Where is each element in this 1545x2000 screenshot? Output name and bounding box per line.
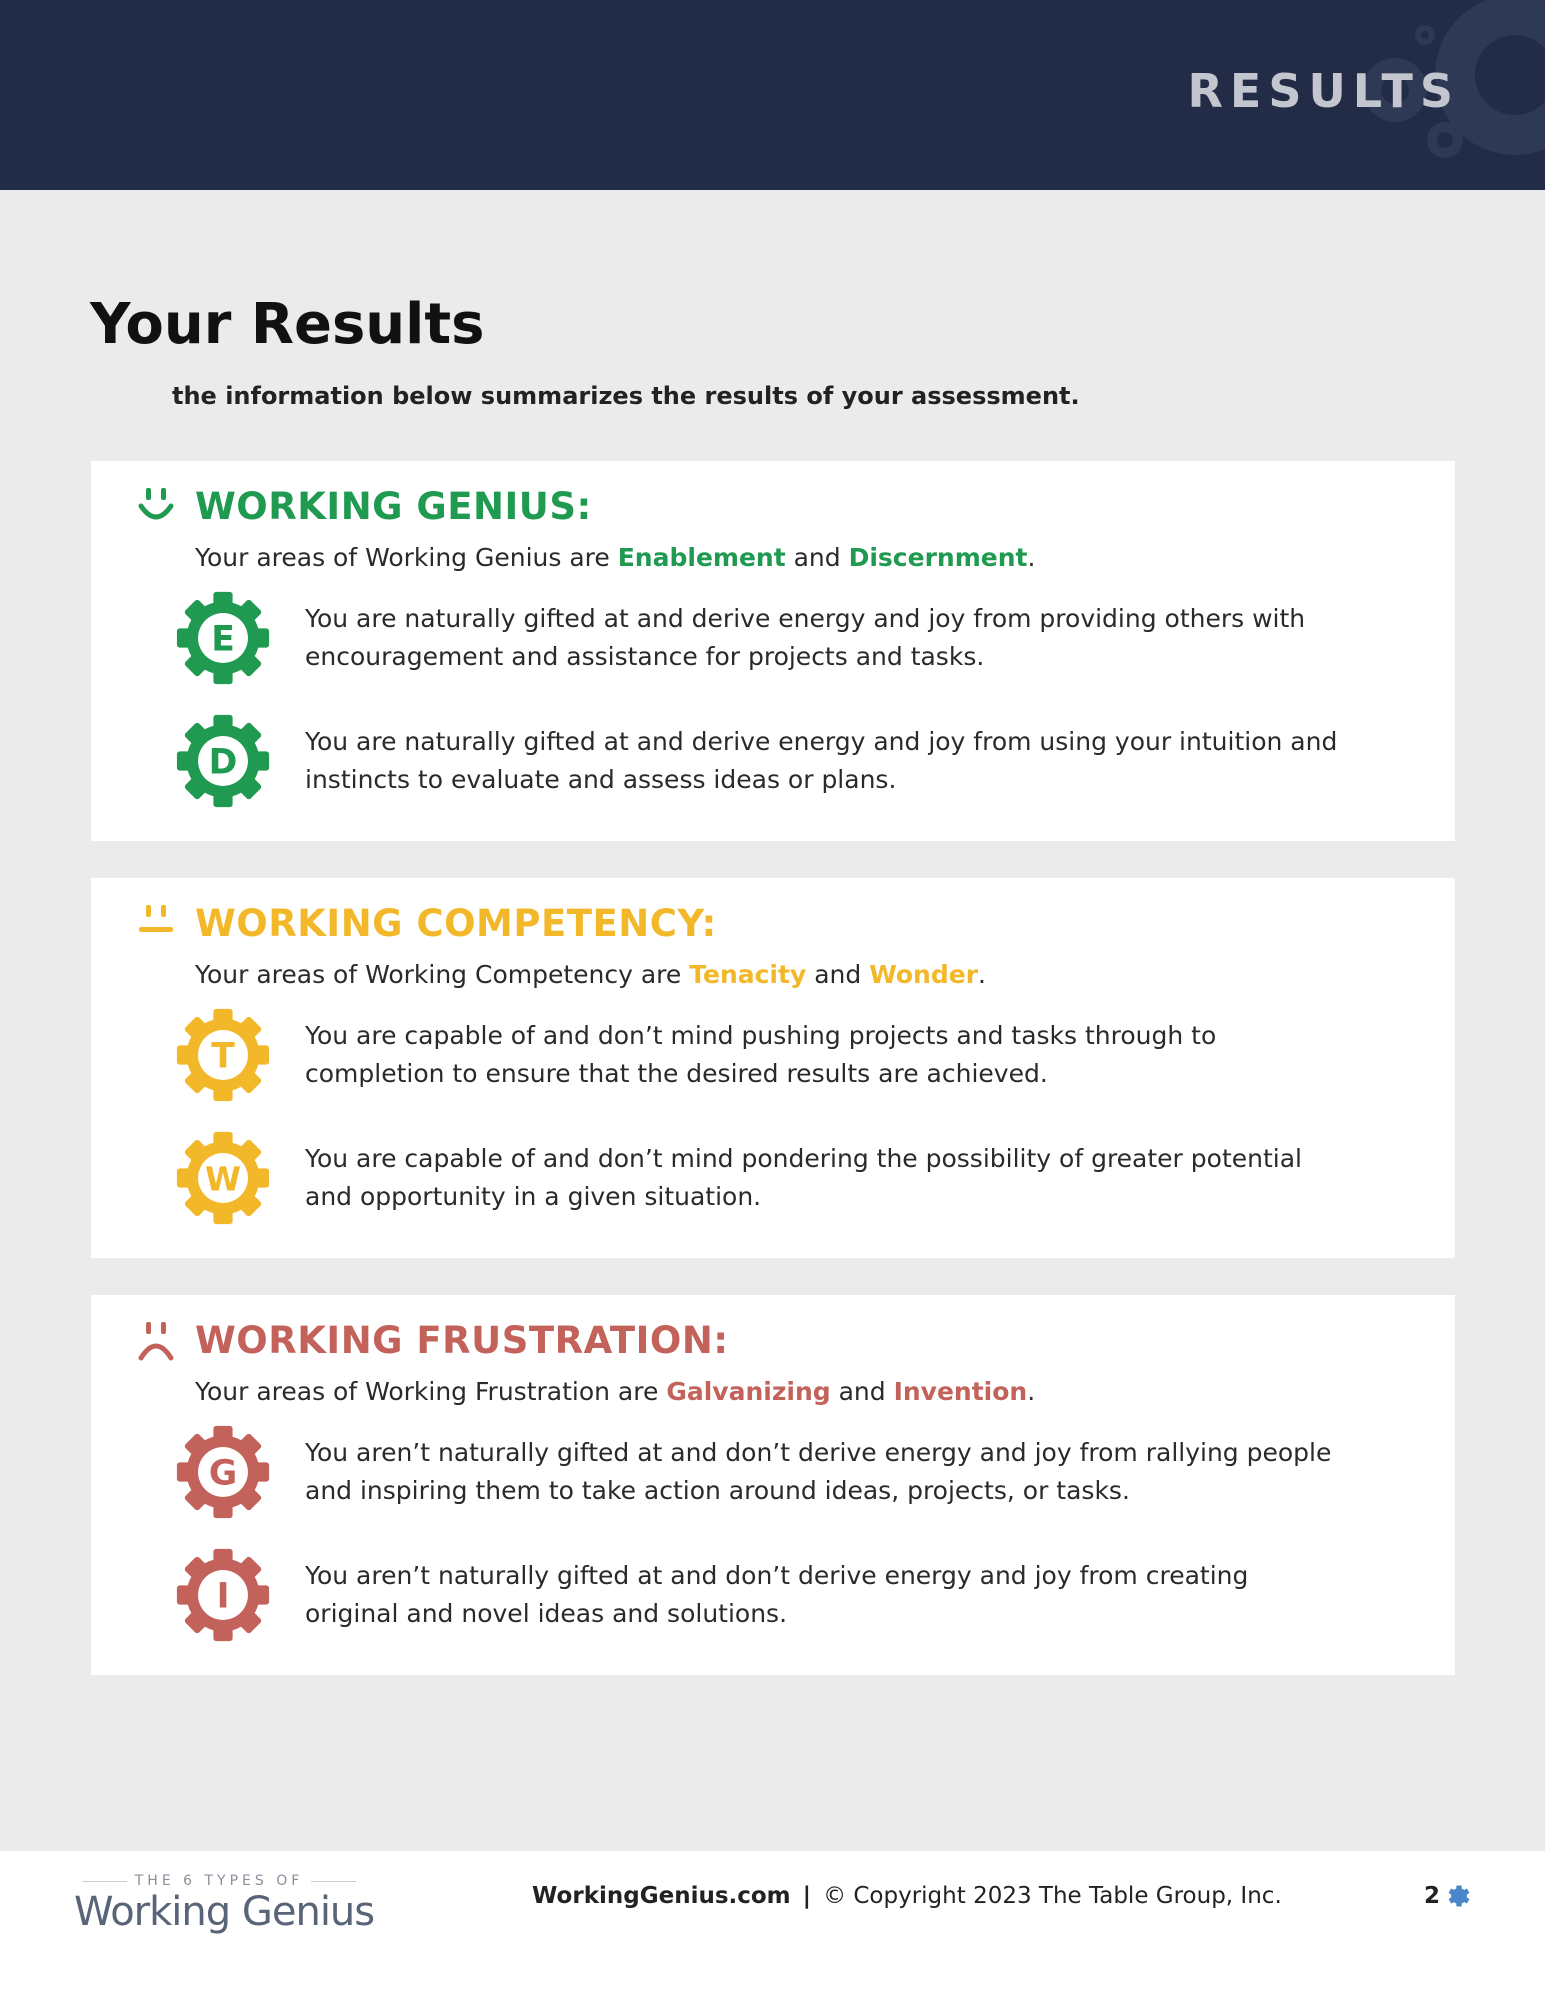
gear-t-icon [175,1007,271,1103]
working-frustration-card [91,1295,1455,1675]
item-description: You aren’t naturally gifted at and don’t derive energy and joy from rallying people and inspiring them to take action around ideas, projects, or tasks. [305,1438,1332,1505]
gear-w-icon [175,1130,271,1226]
frustration-area-2: Invention [893,1377,1028,1406]
svg-text:W: W [205,1160,241,1199]
neutral-face-icon [137,903,175,945]
frustration-item [175,1424,1345,1520]
section-title: WORKING GENIUS: [195,485,592,528]
working-competency-card [91,878,1455,1258]
genius-item [175,590,1345,686]
section-title: WORKING FRUSTRATION: [195,1319,729,1362]
item-description: You are capable of and don’t mind pondering the possibility of greater potential and opportunity in a given situation. [305,1144,1302,1211]
competency-area-2: Wonder [869,960,979,989]
genius-item [175,713,1345,809]
section-intro: Your areas of Working Genius are Enablement and Discernment. [195,543,1036,572]
section-intro: Your areas of Working Competency are Tenacity and Wonder. [195,960,986,989]
logo-tagline: THE 6 TYPES OF [74,1873,364,1889]
frustration-item [175,1547,1345,1643]
page-number: 2 [1424,1883,1470,1909]
item-description: You aren’t naturally gifted at and don’t derive energy and joy from creating original and novel ideas and solutions. [305,1561,1249,1628]
competency-item [175,1007,1345,1103]
svg-text:G: G [208,1453,238,1494]
happy-face-icon [137,486,175,528]
item-description: You are capable of and don’t mind pushing projects and tasks through to completion to ensure that the desired results are achieved. [305,1021,1217,1088]
svg-text:E: E [211,619,235,660]
section-title: WORKING COMPETENCY: [195,902,717,945]
header-title: RESULTS [1187,64,1460,118]
frown-face-icon [137,1320,175,1362]
page-footer [0,1851,1545,2000]
small-gear-icon [1448,1885,1470,1907]
site-link[interactable]: WorkingGenius.com [532,1883,791,1909]
working-genius-card [91,461,1455,841]
frustration-area-1: Galvanizing [666,1377,831,1406]
gear-i-icon [175,1547,271,1643]
footer-info [532,1883,1282,1909]
svg-text:T: T [211,1036,235,1077]
gear-e-icon [175,590,271,686]
svg-text:D: D [208,742,238,783]
item-description: You are naturally gifted at and derive energy and joy from providing others with encouragement and assistance for projects and tasks. [305,604,1306,671]
copyright-text: © Copyright 2023 The Table Group, Inc. [823,1883,1282,1909]
gear-g-icon [175,1424,271,1520]
gear-d-icon [175,713,271,809]
svg-text:I: I [216,1576,230,1617]
item-description: You are naturally gifted at and derive energy and joy from using your intuition and instincts to evaluate and assess ideas or plans. [305,727,1338,794]
page-subtitle: the information below summarizes the results of your assessment. [172,382,1080,410]
genius-area-2: Discernment [848,543,1028,572]
competency-area-1: Tenacity [689,960,807,989]
section-intro: Your areas of Working Frustration are Galvanizing and Invention. [195,1377,1036,1406]
competency-item [175,1130,1345,1226]
page-title: Your Results [90,292,485,357]
logo-wordmark: Working Genius [74,1889,375,1935]
genius-area-1: Enablement [617,543,786,572]
page-header [0,0,1545,190]
footer-separator: | [802,1883,812,1909]
